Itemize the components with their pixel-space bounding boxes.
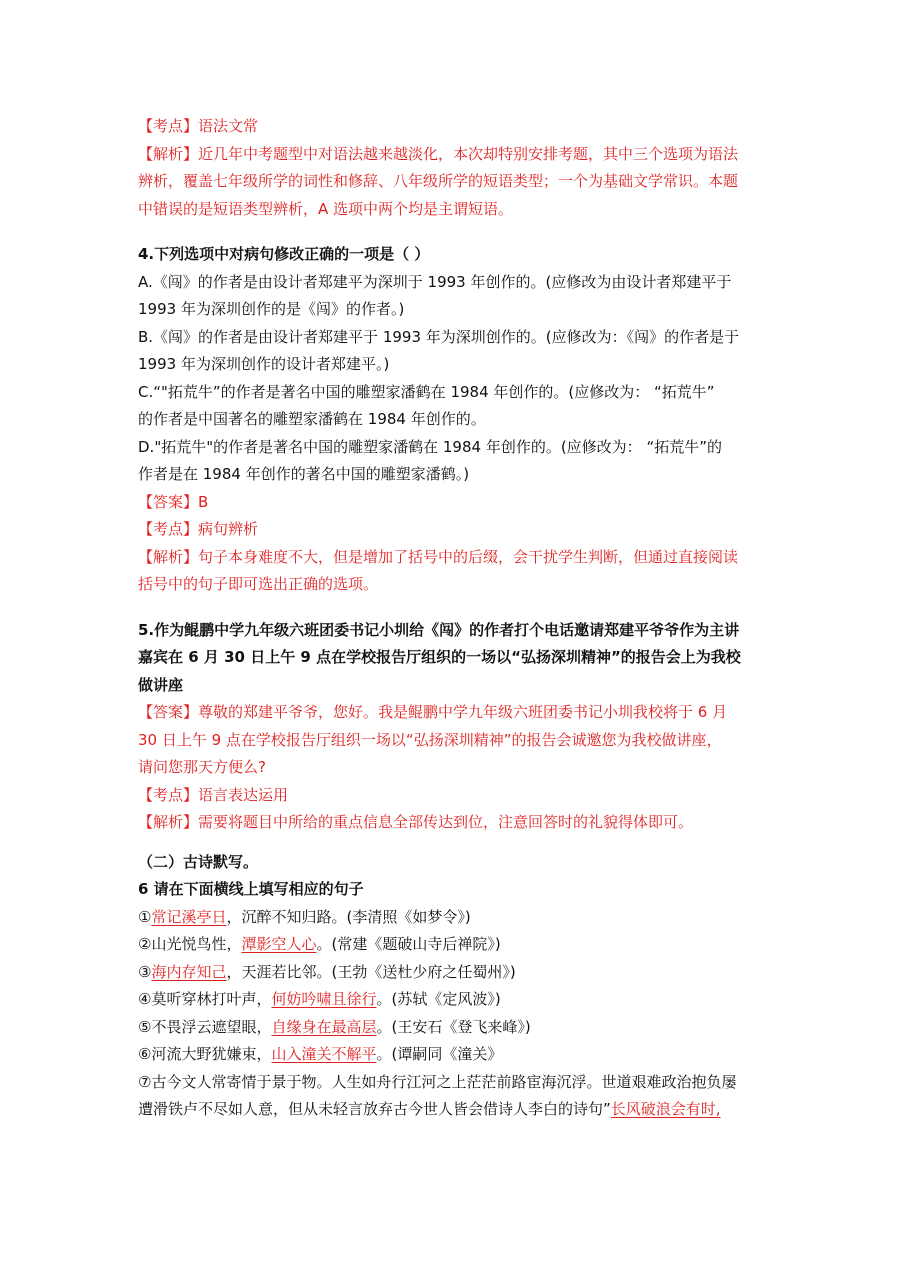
item-suffix: 。(常建《题破山寺后禅院》) <box>316 935 501 953</box>
q4-jiexi-line-1: 【解析】句子本身难度不大，但是增加了括号中的后缀，会干扰学生判断，但通过直接阅读 <box>138 547 739 566</box>
poetry-item-4 <box>138 986 778 1014</box>
item-suffix: 。(王安石《登飞来峰》) <box>376 1017 531 1036</box>
q5-title-line-2: 嘉宾在 6 月 30 日上午 9 点在学校报告厅组织的一场以“弘扬深圳精神”的报告会上为我校 <box>138 648 741 666</box>
poetry-question-title: 6 请在下面横线上填写相应的句子 <box>138 880 364 898</box>
fill-blank-answer: 海内存知己 <box>151 962 227 981</box>
poetry-section-heading: （二）古诗默写。 <box>138 852 259 871</box>
poetry-item-3 <box>138 959 778 987</box>
q4-option-c-line-1: C.“"拓荒牛”的作者是著名中国的雕塑家潘鹤在 1984 年创作的。(应修改为： “拓荒牛” <box>138 382 715 401</box>
q5-kaodian: 【考点】语言表达运用 <box>138 785 289 804</box>
fill-blank-answer: 何妨吟啸且徐行 <box>271 990 377 1008</box>
fill-blank-answer: 自缘身在最高层 <box>271 1017 377 1036</box>
item-prefix: ④莫听穿林打叶声， <box>138 990 272 1008</box>
q4-option-b-line-2: 1993 年为深圳创作的设计者郑建平。) <box>138 355 390 373</box>
item-prefix: ⑥河流大野犹嫌束， <box>138 1045 272 1063</box>
q4-option-a-line-1: A.《闯》的作者是由设计者郑建平为深圳于 1993 年创作的。(应修改为由设计者郑建平于 <box>138 272 732 291</box>
q4-option-c-line-2: 的作者是中国著名的雕塑家潘鹤在 1984 年创作的。 <box>138 410 486 428</box>
poetry-item-1 <box>138 904 778 932</box>
item-suffix: 。(谭嗣同《潼关》 <box>376 1045 503 1063</box>
item-suffix: ，天涯若比邻。(王勃《送杜少府之任蜀州》) <box>226 962 516 981</box>
poetry-item-5 <box>138 1014 778 1042</box>
q4-jiexi-line-2: 括号中的句子即可选出正确的选项。 <box>138 575 379 593</box>
q3-kaodian: 【考点】语法文常 <box>138 117 259 135</box>
item-suffix: ，沉醉不知归路。(李清照《如梦令》) <box>226 907 471 926</box>
document-page <box>138 113 778 1124</box>
q5-title-line-1: 5.作为鲲鹏中学九年级六班团委书记小圳给《闯》的作者打个电话邀请郑建平爷爷作为主讲 <box>138 620 740 639</box>
q3-jiexi-line-2: 辨析，覆盖七年级所学的词性和修辞、八年级所学的短语类型；一个为基础文学常识。本题 <box>138 172 739 190</box>
item-prefix: ②山光悦鸟性， <box>138 935 242 953</box>
item-prefix: 遭滑铁卢不尽如人意，但从未轻言放弃古今世人皆会借诗人李白的诗句” <box>138 1100 611 1118</box>
item-suffix: 。(苏轼《定风波》) <box>376 990 501 1008</box>
q4-option-a-line-2: 1993 年为深圳创作的是《闯》的作者。) <box>138 300 405 318</box>
q4-title: 4.下列选项中对病句修改正确的一项是（ ） <box>138 245 430 263</box>
poetry-item-7-line-2 <box>138 1096 778 1124</box>
q3-jiexi-line-1: 【解析】近几年中考题型中对语法越来越淡化，本次却特别安排考题，其中三个选项为语法 <box>138 144 739 163</box>
q3-jiexi-line-3: 中错误的是短语类型辨析，A 选项中两个均是主谓短语。 <box>138 199 514 218</box>
fill-blank-answer: 潭影空人心 <box>241 935 317 953</box>
fill-blank-answer: 常记溪亭日 <box>151 907 227 926</box>
q4-option-d-line-1: D."拓荒牛"的作者是著名中国的雕塑家潘鹤在 1984 年创作的。(应修改为： “拓荒牛”的 <box>138 437 722 456</box>
q5-answer-line-3: 请问您那天方便么? <box>138 758 266 776</box>
fill-blank-answer: 长风破浪会有时, <box>610 1100 721 1118</box>
q4-option-b-line-1: B.《闯》的作者是由设计者郑建平于 1993 年为深圳创作的。(应修改为：《闯》的作者是于 <box>138 327 740 346</box>
poetry-item-2 <box>138 931 778 959</box>
poetry-item-6 <box>138 1041 778 1069</box>
q5-title-line-3: 做讲座 <box>138 675 184 694</box>
fill-blank-answer: 山入潼关不解平 <box>271 1045 377 1063</box>
item-prefix: ① <box>138 907 152 926</box>
item-prefix: ⑤不畏浮云遮望眼， <box>138 1017 272 1036</box>
q4-answer: 【答案】B <box>138 492 209 511</box>
poetry-item-7-line-1: ⑦古今文人常寄情于景于物。人生如舟行江河之上茫茫前路宦海沉浮。世道艰难政治抱负屡 <box>138 1072 737 1091</box>
q4-kaodian: 【考点】病句辨析 <box>138 520 259 538</box>
q4-option-d-line-2: 作者是在 1984 年创作的著名中国的雕塑家潘鹤。) <box>138 465 470 483</box>
q5-answer-line-1: 【答案】尊敬的郑建平爷爷，您好。我是鲲鹏中学九年级六班团委书记小圳我校将于 6 月 <box>138 703 728 721</box>
item-prefix: ③ <box>138 962 152 981</box>
q5-answer-line-2: 30 日上午 9 点在学校报告厅组织一场以“弘扬深圳精神”的报告会诚邀您为我校做讲座， <box>138 730 722 749</box>
q5-jiexi: 【解析】需要将题目中所给的重点信息全部传达到位，注意回答时的礼貌得体即可。 <box>138 813 694 831</box>
